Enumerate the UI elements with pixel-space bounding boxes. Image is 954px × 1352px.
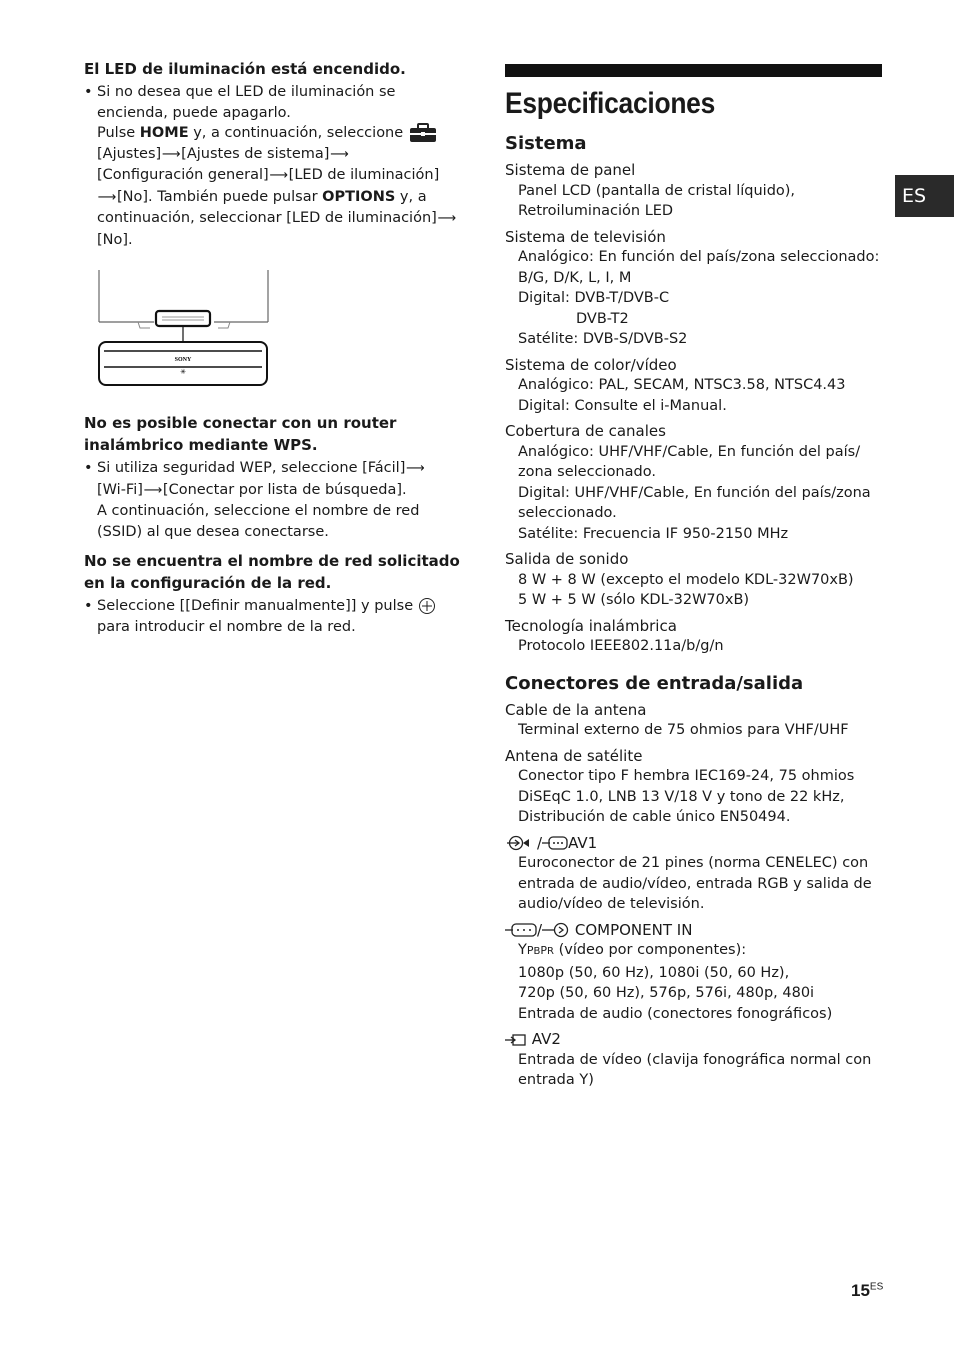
led-star-icon: ✳ xyxy=(180,368,186,376)
sony-logo: SONY xyxy=(174,357,192,363)
network-name-heading: No se encuentra el nombre de red solicitado en la configuración de la red. xyxy=(84,552,460,592)
spec-wireless: Tecnología inalámbrica Protocolo IEEE802.11a/b/g/n xyxy=(505,616,724,654)
enter-button-icon xyxy=(418,597,436,615)
spec-channels: Cobertura de canales Analógico: UHF/VHF/Cable, En función del país/ zona seleccionado. Digital: UHF/VHF/Cable, En función del país/zona seleccionado. Satélite: Frecuencia IF 950-2150 MHz xyxy=(505,422,871,542)
tv-led-illustration xyxy=(98,270,270,390)
toolbox-icon xyxy=(408,123,438,143)
language-tab: ES xyxy=(895,175,954,217)
page-title: Especificaciones xyxy=(505,87,716,120)
wps-bullet: • Si utiliza seguridad WEP, seleccione [Fácil]⟶ [Wi-Fi]⟶[Conectar por lista de búsqueda]. A continuación, seleccione el nombre de red (SSID) al que desea conectarse. xyxy=(84,458,464,542)
spec-sound: Salida de sonido 8 W + 8 W (excepto el modelo KDL-32W70xB) 5 W + 5 W (sólo KDL-32W70xB) xyxy=(505,550,854,608)
title-bar xyxy=(505,64,882,77)
spec-av1: / AV1 Euroconector de 21 pines (norma CENELEC) con entrada de audio/vídeo, entrada RGB y salida de audio/vídeo de televisión. xyxy=(505,833,883,915)
home-key: HOME xyxy=(139,125,189,141)
left-column xyxy=(84,58,464,637)
right-column xyxy=(505,64,883,1091)
led-heading: El LED de iluminación está encendido. xyxy=(84,60,406,78)
arrow-right-icon: ⟶ xyxy=(406,461,425,476)
video-input-icon xyxy=(505,1032,527,1048)
spec-av2: AV2 Entrada de vídeo (clavija fonográfica normal con entrada Y) xyxy=(505,1029,883,1091)
component-input-icon xyxy=(505,922,537,938)
arrow-right-icon: ⟶ xyxy=(437,211,457,226)
spec-antenna: Cable de la antena Terminal externo de 75 ohmios para VHF/UHF xyxy=(505,700,849,738)
network-bullet: • Seleccione [[Definir manualmente]] y pulse para introducir el nombre de la red. xyxy=(84,596,464,637)
spec-color-video: Sistema de color/vídeo Analógico: PAL, SECAM, NTSC3.58, NTSC4.43 Digital: Consulte el i-Manual. xyxy=(505,355,846,414)
wps-heading: No es posible conectar con un router inalámbrico mediante WPS. xyxy=(84,414,397,454)
arrow-right-icon: ⟶ xyxy=(97,189,117,205)
options-key: OPTIONS xyxy=(322,188,396,205)
audio-input-icon xyxy=(542,922,570,938)
sistema-heading: Sistema xyxy=(505,133,587,154)
conectores-heading: Conectores de entrada/salida xyxy=(505,672,804,694)
input-icon xyxy=(505,835,537,851)
spec-tv-system: Sistema de televisión Analógico: En función del país/zona seleccionado: B/G, D/K, L, I, M Digital: DVB-T/DVB-C DVB-T2 Satélite: DVB-S/DVB-S2 xyxy=(505,227,880,347)
scart-output-icon xyxy=(542,835,568,851)
spec-panel: Sistema de panel Panel LCD (pantalla de cristal líquido), Retroiluminación LED xyxy=(505,161,796,219)
spec-satellite: Antena de satélite Conector tipo F hembra IEC169-24, 75 ohmios DiSEqC 1.0, LNB 13 V/18 V y tono de 22 kHz, Distribución de cable único EN50494. xyxy=(505,746,855,825)
arrow-right-icon: ⟶ xyxy=(330,146,349,162)
arrow-right-icon: ⟶ xyxy=(269,168,288,183)
arrow-right-icon: ⟶ xyxy=(143,482,163,498)
spec-component: / COMPONENT IN YPBPR (vídeo por componentes): 1080p (50, 60 Hz), 1080i (50, 60 Hz), 720p (50, 60 Hz), 576p, 576i, 480p, 480i Entrada de audio (conectores fonográficos) xyxy=(505,920,883,1025)
led-bullet: • Si no desea que el LED de iluminación se encienda, puede apagarlo. Pulse HOME y, a continuación, seleccione [Ajustes]⟶[Ajustes de sistema]⟶ [Configuración general]⟶[LED de iluminación] ⟶[No]. También puede pulsar OPTIONS y, a continuación, seleccionar [LED de iluminación]⟶ [No]. xyxy=(84,82,464,250)
arrow-right-icon: ⟶ xyxy=(161,146,181,162)
page-number: $15^{ES}$ xyxy=(851,1281,884,1300)
